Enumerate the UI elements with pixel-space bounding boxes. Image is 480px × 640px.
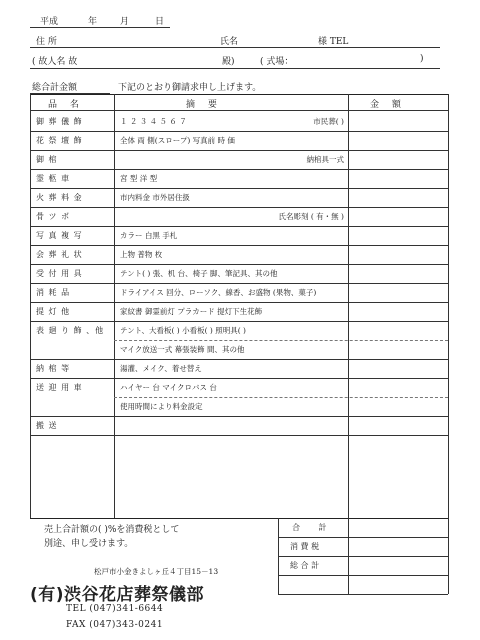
table-left-border (30, 94, 31, 518)
subtotal-label: 合 計 (292, 523, 335, 532)
row-separator (30, 283, 448, 284)
row-description: １ ２ ３ ４ ５ ６ ７ (120, 117, 187, 126)
row-item-name: 納 棺 等 (36, 364, 71, 373)
month-label: 月 (120, 17, 130, 27)
table-bottom-border (30, 518, 448, 519)
company-fax: FAX (047)343-0241 (66, 620, 164, 630)
totals-bottom-border (278, 594, 448, 595)
row-item-name: 搬 送 (36, 421, 58, 430)
day-label: 日 (155, 17, 165, 27)
sama-tel-label: 様 TEL (318, 37, 349, 47)
row-item-name: 受 付 用 具 (36, 269, 83, 278)
row-item-name: 御 葬 儀 飾 (36, 117, 83, 126)
company-address: 松戸市小金きよしヶ丘４丁目15－13 (94, 567, 219, 576)
row-description: マイク放送一式 幕張装飾 間、其の他 (120, 345, 245, 354)
tax-label: 消 費 税 (290, 542, 320, 551)
row-separator (30, 245, 448, 246)
deceased-underline (30, 68, 440, 69)
table-amount-divider (348, 94, 349, 518)
column-header-underline (30, 110, 448, 111)
tax-divider (278, 556, 448, 557)
row-separator (30, 169, 448, 170)
row-description: 使用時間により料金設定 (120, 402, 203, 411)
table-top-border (30, 94, 448, 95)
name-label: 氏名 (220, 37, 239, 47)
row-description: テント、大看板( ) 小看板( ) 照明具( ) (120, 326, 246, 335)
tax-note-line-1: 売上合計額の( )%を消費税として (44, 525, 180, 535)
row-description: カラー 白黒 手札 (120, 231, 178, 240)
row-extra-note: 市民葬( ) (313, 117, 344, 126)
year-label: 年 (88, 17, 98, 27)
row-description: テント( ) 張、机 台、椅子 脚、筆記具、其の他 (120, 269, 278, 278)
row-item-name: 花 祭 壇 飾 (36, 136, 83, 145)
column-header-item: 品 名 (48, 100, 84, 110)
table-item-divider (114, 94, 115, 518)
company-name: (有)渋谷花店葬祭儀部 (30, 585, 205, 605)
row-item-name: 会 葬 礼 状 (36, 250, 83, 259)
row-item-name: 消 耗 品 (36, 288, 71, 297)
company-tel: TEL (047)341-6644 (66, 604, 164, 614)
address-underline (30, 47, 440, 48)
row-separator (30, 435, 448, 436)
row-item-name: 御 棺 (36, 155, 58, 164)
row-item-name: 送 迎 用 車 (36, 383, 83, 392)
row-separator (114, 397, 448, 398)
row-separator (30, 302, 448, 303)
row-extra-note: 氏名彫刻 ( 有・無 ) (278, 212, 344, 221)
total-amount-label: 総合計金額 (32, 83, 78, 93)
row-item-name: 写 真 複 写 (36, 231, 83, 240)
row-separator (114, 340, 448, 341)
row-separator (30, 264, 448, 265)
row-description: ハイヤー 台 マイクロバス 台 (120, 383, 217, 392)
row-separator (30, 359, 448, 360)
row-item-name: 霊 柩 車 (36, 174, 71, 183)
row-extra-note: 納棺具一式 (306, 155, 344, 164)
row-description: 湯灌、メイク、着せ替え (120, 364, 202, 373)
row-description: 家紋書 御霊前灯 プラカード 提灯下生花飾 (120, 307, 263, 316)
date-underline (30, 27, 170, 28)
subtotal-divider (278, 537, 448, 538)
dono-label: 殿) (222, 57, 235, 67)
row-separator (30, 321, 448, 322)
row-separator (30, 226, 448, 227)
row-item-name: 表 廻 り 飾 、他 (36, 326, 105, 335)
venue-close: ) (420, 54, 424, 64)
column-header-desc: 摘 要 (186, 100, 222, 110)
row-description: 宮 型 洋 型 (120, 174, 158, 183)
request-text: 下記のとおり御請求申し上げます。 (118, 83, 262, 93)
row-item-name: 骨 ツ ボ (36, 212, 71, 221)
table-right-border (448, 94, 449, 518)
grand-total-divider (278, 575, 448, 576)
row-separator (30, 207, 448, 208)
era-label: 平成 (40, 17, 59, 27)
row-separator (30, 150, 448, 151)
row-separator (30, 416, 448, 417)
row-separator (30, 378, 448, 379)
address-label: 住 所 (36, 37, 57, 47)
row-description: 市内料金 市外居住扱 (120, 193, 190, 202)
tax-note-line-2: 別途、申し受けます。 (44, 539, 134, 549)
row-description: 上物 普物 枚 (120, 250, 163, 259)
row-item-name: 火 葬 料 金 (36, 193, 83, 202)
row-description: ドライアイス 回分、ローソク、線香、お盛物 (果物、菓子) (120, 288, 317, 297)
row-separator (30, 188, 448, 189)
column-header-amount: 金 額 (370, 100, 406, 110)
row-description: 全体 両 側(スロープ) 写真前 時 価 (120, 136, 235, 145)
grand-total-label: 総 合 計 (290, 561, 320, 570)
venue-label: ( 式場： (260, 57, 294, 67)
totals-right-border (448, 518, 449, 594)
row-separator (30, 131, 448, 132)
row-item-name: 提 灯 他 (36, 307, 71, 316)
deceased-label: ( 故人名 故 (32, 57, 78, 67)
